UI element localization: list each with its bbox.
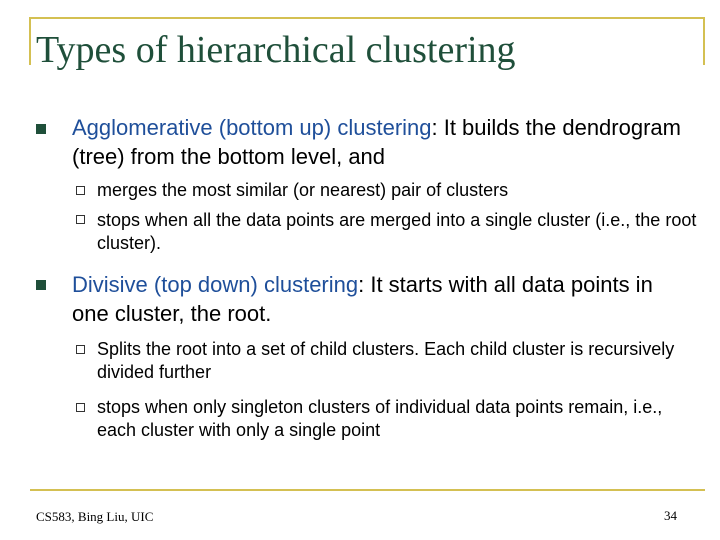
subbullet-merges: merges the most similar (or nearest) pair of clusters <box>97 180 509 200</box>
hollow-square-bullet-icon <box>76 345 85 354</box>
subbullet-stops-root: stops when all the data points are merged into a single cluster (i.e., the root cluster). <box>97 210 697 253</box>
frame-left-line <box>29 17 31 65</box>
bullet-divisive <box>72 270 692 328</box>
hollow-square-bullet-icon <box>76 186 85 195</box>
hollow-square-bullet-icon <box>76 215 85 224</box>
frame-top-line <box>30 17 705 19</box>
bullet-agglomerative <box>72 113 692 171</box>
frame-bottom-line <box>30 489 705 491</box>
square-bullet-icon <box>36 280 46 290</box>
term-divisive: Divisive (top down) clustering <box>72 272 359 297</box>
bullet-text: : It starts with all data points in one cluster, the root. <box>72 272 653 326</box>
bullet-text: : It builds the dendrogram (tree) from the bottom level, and <box>72 115 681 169</box>
square-bullet-icon <box>36 124 46 134</box>
page-number: 34 <box>664 508 677 523</box>
subbullet-splits: Splits the root into a set of child clusters. Each child cluster is recursively divided further <box>97 339 675 382</box>
term-agglomerative: Agglomerative (bottom up) clustering <box>72 115 432 140</box>
footer-source: CS583, Bing Liu, UIC <box>36 509 154 524</box>
slide-title: Types of hierarchical clustering <box>36 29 516 71</box>
subbullet-stops-singleton: stops when only singleton clusters of individual data points remain, i.e., each cluster with only a single point <box>97 397 663 440</box>
hollow-square-bullet-icon <box>76 403 85 412</box>
frame-right-line <box>703 17 705 65</box>
